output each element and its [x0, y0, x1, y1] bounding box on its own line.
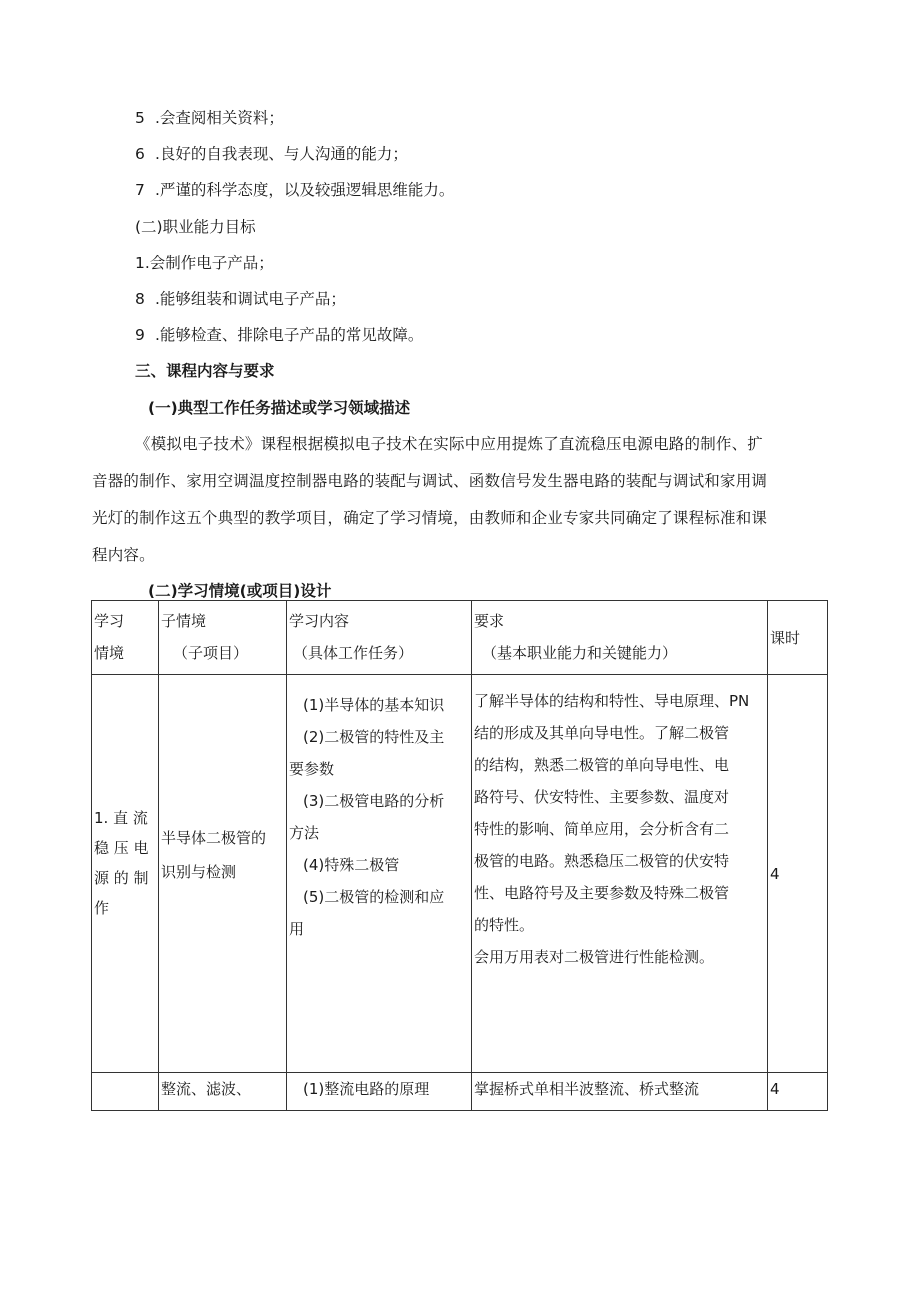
cell-sub-situation: 整流、滤波、 — [159, 1073, 287, 1111]
description-paragraph — [92, 426, 832, 574]
paragraph-line: 音器的制作、家用空调温度控制器电路的装配与调试、函数信号发生器电路的装配与调试和家用调 — [92, 472, 768, 490]
list-number: 5 — [135, 109, 145, 127]
cell-requirements: 了解半导体的结构和特性、导电原理、PN 结的形成及其单向导电性。了解二极管 的结构，熟悉二极管的单向导电性、电 路符号、伏安特性、主要参数、温度对 特性的影响、简单应用，会分析含有二 极管的电路。熟悉稳压二极管的伏安特 性、电路符号及主要参数及特殊二极管 的特性。 会用万用表对二极管进行性能检测。 — [472, 675, 768, 1073]
list-item-8 — [135, 289, 346, 309]
list-item-1: 1.会制作电子产品； — [135, 254, 274, 272]
cell-hours: 4 — [768, 1073, 828, 1111]
list-item-9 — [135, 325, 423, 345]
list-text: .能够检查、排除电子产品的常见故障。 — [155, 326, 424, 344]
header-requirements: 要求 （基本职业能力和关键能力） — [472, 601, 768, 675]
table-header-row — [92, 601, 828, 675]
header-situation: 学习 情境 — [92, 601, 159, 675]
subsection-two-title: (二)学习情境(或项目)设计 — [148, 582, 332, 600]
list-number: 9 — [135, 326, 145, 344]
subsection-one-title: (一)典型工作任务描述或学习领域描述 — [148, 399, 411, 417]
header-sub-situation: 子情境 （子项目） — [159, 601, 287, 675]
list-number: 7 — [135, 181, 145, 199]
section-two-title: (二)职业能力目标 — [135, 218, 256, 236]
list-text: .能够组装和调试电子产品； — [155, 290, 346, 308]
cell-content: (1)整流电路的原理 — [287, 1073, 472, 1111]
table-row — [92, 1073, 828, 1111]
cell-situation — [92, 1073, 159, 1111]
cell-requirements: 掌握桥式单相半波整流、桥式整流 — [472, 1073, 768, 1111]
header-content: 学习内容 （具体工作任务） — [287, 601, 472, 675]
section-three-title: 三、课程内容与要求 — [135, 362, 275, 380]
cell-situation: 1. 直 流 稳 压 电 源 的 制 作 — [92, 675, 159, 1073]
header-hours: 课时 — [768, 601, 828, 675]
list-item-7 — [135, 180, 454, 200]
table-row — [92, 675, 828, 1073]
paragraph-line: 程内容。 — [92, 546, 155, 564]
list-text: .良好的自我表现、与人沟通的能力； — [155, 145, 408, 163]
cell-sub-situation: 半导体二极管的 识别与检测 — [159, 675, 287, 1073]
cell-hours: 4 — [768, 675, 828, 1073]
list-item-6 — [135, 144, 408, 164]
learning-situation-table — [91, 600, 828, 1111]
list-text: .严谨的科学态度，以及较强逻辑思维能力。 — [155, 181, 455, 199]
list-number: 8 — [135, 290, 145, 308]
paragraph-line: 光灯的制作这五个典型的教学项目，确定了学习情境，由教师和企业专家共同确定了课程标准和课 — [92, 509, 768, 527]
paragraph-line: 《模拟电子技术》课程根据模拟电子技术在实际中应用提炼了直流稳压电源电路的制作、扩 — [135, 435, 764, 453]
list-text: .会查阅相关资料； — [155, 109, 284, 127]
list-number: 6 — [135, 145, 145, 163]
cell-content: (1)半导体的基本知识 (2)二极管的特性及主 要参数 (3)二极管电路的分析 方法 (4)特殊二极管 (5)二极管的检测和应 用 — [287, 675, 472, 1073]
list-item-5 — [135, 108, 284, 128]
